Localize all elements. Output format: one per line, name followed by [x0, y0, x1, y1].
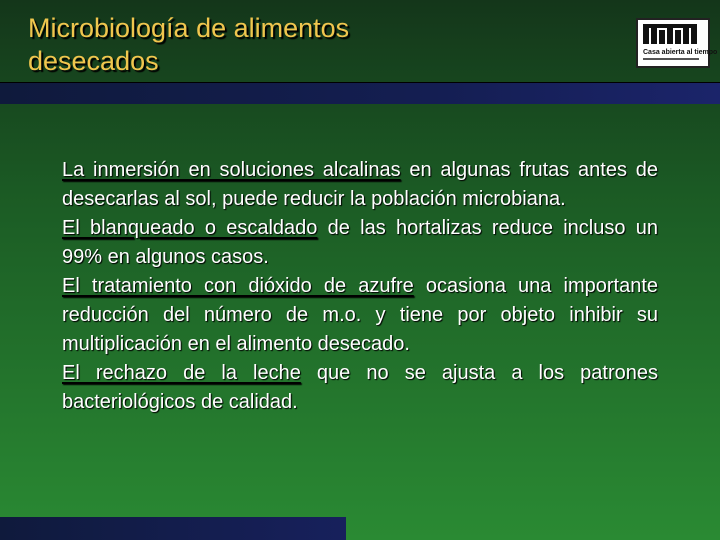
- paragraph-1-underlined: La inmersión en soluciones alcalinas: [62, 159, 401, 181]
- paragraph-2: [62, 214, 658, 272]
- paragraph-4-text: que no se ajusta a los patrones bacteriológicos de calidad.: [62, 362, 658, 413]
- paragraph-3-underlined: El tratamiento con dióxido de azufre: [62, 275, 414, 297]
- slide-title-line-1: Microbiología de alimentos: [28, 13, 350, 43]
- slide-title: [28, 12, 349, 78]
- paragraph-4-underlined: El rechazo de la leche: [62, 362, 301, 384]
- paragraph-1: [62, 156, 658, 214]
- slide-title-line-2: desecados: [28, 46, 159, 76]
- footer-bar: [0, 517, 346, 540]
- paragraph-2-text: de las hortalizas reduce incluso un 99% en algunos casos.: [62, 217, 658, 268]
- paragraph-4: [62, 359, 658, 417]
- header-bar: [0, 82, 720, 104]
- paragraph-3: [62, 272, 658, 359]
- slide-body: [62, 156, 658, 417]
- university-logo: [636, 18, 718, 68]
- paragraph-1-text: en algunas frutas antes de desecarlas al sol, puede reducir la población microbiana.: [62, 159, 658, 210]
- uam-logo-icon: [638, 20, 718, 66]
- paragraph-2-underlined: El blanqueado o escaldado: [62, 217, 318, 239]
- paragraph-3-text: ocasiona una importante reducción del número de m.o. y tiene por objeto inhibir su multiplicación en el alimento desecado.: [62, 275, 658, 355]
- logo-text-line-1: Casa abierta al tiempo: [643, 49, 718, 56]
